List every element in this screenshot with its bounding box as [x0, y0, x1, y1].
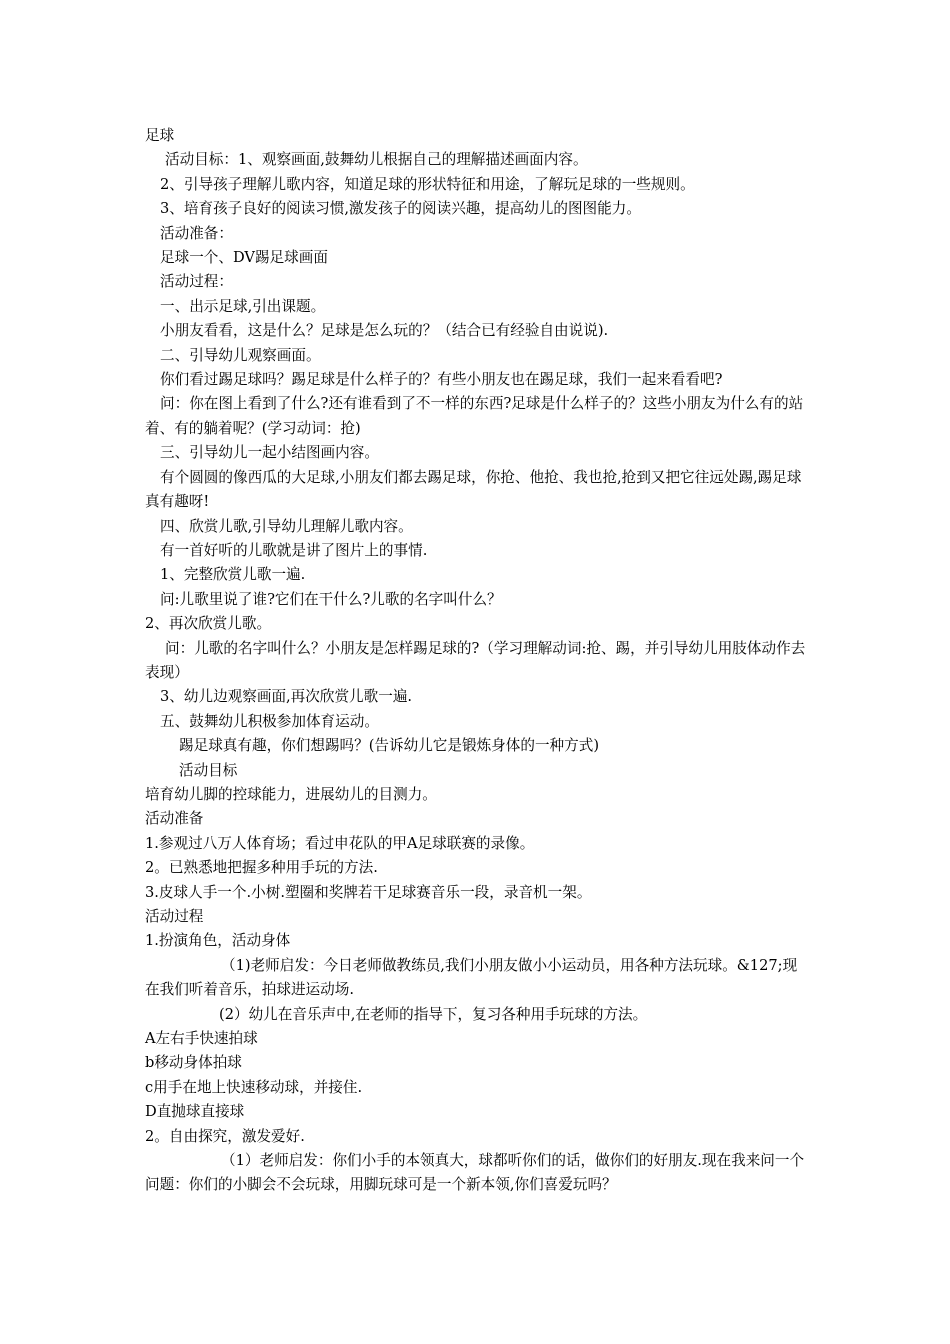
paragraph: 五、鼓舞幼儿积极参加体育运动。	[160, 712, 379, 730]
paragraph: 1.参观过八万人体育场；看过申花队的甲A足球联赛的录像。	[145, 834, 535, 852]
paragraph: 二、引导幼儿观察画面。	[160, 346, 321, 364]
document-body	[145, 124, 810, 1198]
paragraph: 2、引导孩子理解儿歌内容，知道足球的形状特征和用途，了解玩足球的一些规则。	[160, 175, 695, 193]
paragraph: b移动身体拍球	[145, 1054, 242, 1072]
paragraph: 四、欣赏儿歌,引导幼儿理解儿歌内容。	[160, 517, 413, 535]
paragraph: 2。已熟悉地把握多种用手玩的方法.	[145, 859, 378, 877]
paragraph: （1）老师启发：你们小手的本领真大，球都听你们的话，做你们的好朋友.现在我来问一个问题：你们的小脚会不会玩球，用脚玩球可是一个新本领,你们喜爱玩吗？	[145, 1152, 805, 1194]
paragraph: D直抛球直接球	[145, 1103, 245, 1121]
paragraph: A左右手快速拍球	[145, 1030, 258, 1048]
document-title: 足球	[145, 127, 175, 144]
paragraph: 3、幼儿边观察画面,再次欣赏儿歌一遍.	[160, 688, 413, 706]
paragraph: 小朋友看看，这是什么？足球是怎么玩的？（结合已有经验自由说说).	[160, 322, 609, 340]
paragraph: 有一首好听的儿歌就是讲了图片上的事情.	[160, 541, 428, 559]
paragraph: 1、完整欣赏儿歌一遍.	[160, 566, 306, 584]
paragraph: 活动准备	[145, 810, 204, 828]
paragraph: 三、引导幼儿一起小结图画内容。	[160, 444, 379, 462]
paragraph: 一、出示足球,引出课题。	[160, 297, 326, 315]
paragraph: 培育幼儿脚的控球能力，进展幼儿的目测力。	[145, 785, 437, 803]
paragraph: 1.扮演角色，活动身体	[145, 932, 291, 950]
paragraph: 活动过程	[145, 908, 204, 925]
paragraph: 足球一个、DV踢足球画面	[160, 249, 328, 267]
paragraph: 3、培育孩子良好的阅读习惯,激发孩子的阅读兴趣，提高幼儿的图图能力。	[160, 200, 641, 218]
paragraph: 问：你在图上看到了什么?还有谁看到了不一样的东西?足球是什么样子的？这些小朋友为什么有的站着、有的躺着呢？(学习动词：抢)	[145, 395, 804, 437]
paragraph: 活动目标	[179, 761, 238, 779]
paragraph: 活动准备：	[160, 224, 233, 242]
paragraph: 你们看过踢足球吗？踢足球是什么样子的？有些小朋友也在踢足球，我们一起来看看吧?	[160, 371, 723, 389]
paragraph: 问：儿歌的名字叫什么？小朋友是怎样踢足球的?（学习理解动词:抢、踢，并引导幼儿用肢体动作去表现）	[145, 639, 806, 681]
paragraph: 活动目标：1、观察画面,鼓舞幼儿根据自己的理解描述画面内容。	[165, 151, 588, 169]
paragraph: c用手在地上快速移动球，并接住.	[145, 1078, 363, 1096]
paragraph: 活动过程：	[160, 273, 233, 291]
paragraph: 有个圆圆的像西瓜的大足球,小朋友们都去踢足球，你抢、他抢、我也抢,抢到又把它往远处踢,踢足球真有趣呀!	[145, 468, 802, 511]
paragraph: 2、再次欣赏儿歌。	[145, 615, 272, 633]
paragraph: 3.皮球人手一个.小树.塑圈和奖牌若干足球赛音乐一段，录音机一架。	[145, 883, 592, 901]
paragraph: （1)老师启发：今日老师做教练员,我们小朋友做小小运动员，用各种方法玩球。&127;现在我们听着音乐，拍球进运动场.	[145, 956, 798, 999]
paragraph: 2。自由探究，激发爱好.	[145, 1127, 305, 1145]
paragraph: 踢足球真有趣，你们想踢吗？(告诉幼儿它是锻炼身体的一种方式)	[179, 737, 600, 755]
paragraph: (2）幼儿在音乐声中,在老师的指导下，复习各种用手玩球的方法。	[219, 1005, 648, 1023]
paragraph: 问:儿歌里说了谁?它们在干什么?儿歌的名字叫什么？	[160, 590, 502, 608]
